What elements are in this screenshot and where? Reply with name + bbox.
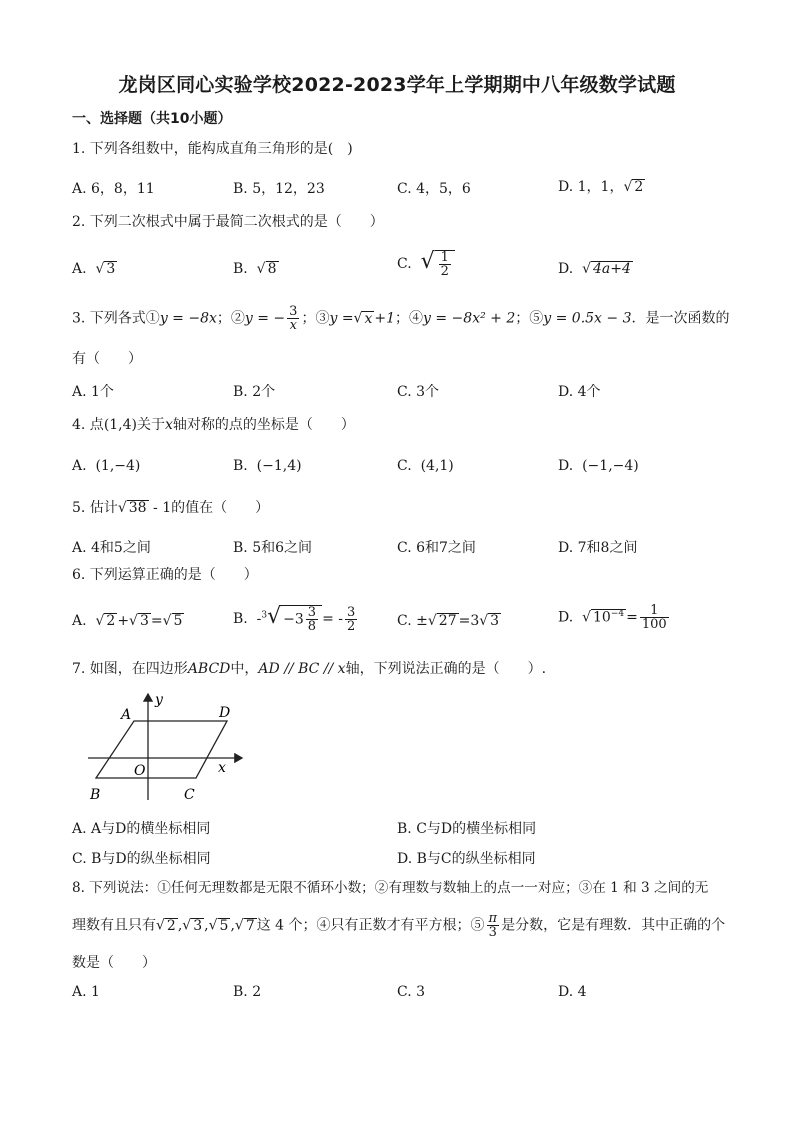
q6-b-den: 8 [307, 618, 317, 634]
q2-option-b[interactable]: B. √ 8 [233, 261, 277, 277]
q3-expr-3-left: y = [329, 310, 354, 327]
q6-b-root-index: 3 [261, 610, 268, 621]
q4-a-value: (1,−4) [95, 458, 141, 474]
q3-expr-4: y = −8x² + 2 [423, 310, 516, 327]
label-a: A [121, 707, 132, 723]
q8-pi-den: 3 [488, 925, 497, 940]
q6-a-rad-2: 3 [139, 613, 149, 629]
q2-a-radicand: 3 [106, 261, 116, 277]
label-c: C [184, 787, 195, 803]
q4-a-label: A. [72, 458, 87, 474]
q6-b-whole: −3 [283, 611, 304, 627]
q8-option-a[interactable]: A. 1 [72, 984, 100, 1000]
q3-expr-2-den: x [289, 318, 297, 333]
label-x: x [218, 760, 226, 776]
label-d: D [219, 705, 231, 721]
q7-option-a[interactable]: A. A与D的横坐标相同 [72, 821, 211, 837]
q3-option-d[interactable]: D. 4个 [558, 384, 601, 400]
q7-stem-b: 中， [230, 661, 259, 677]
q6-option-b[interactable]: B. -$^3$√ −3 $\frac{3}{8}$ = - $\frac{3}{2}$ [233, 604, 356, 634]
q4-c-label: C. [397, 458, 412, 474]
q8-rad-1: 2 [166, 917, 176, 934]
question-8-line-2: 理数有且只有√ 2 ,√ 3 ,√ 5 ,√ 7 这 4 个；④只有正数才有平方根；⑤ $\frac{\pi}{3}$ 是分数，它是有理数．其中正确的个 [72, 911, 726, 940]
question-2-stem: 2. 下列二次根式中属于最简二次根式的是（ ） [72, 214, 384, 230]
q6-c-label: C. [397, 613, 412, 629]
question-1-stem: 1. 下列各组数中，能构成直角三角形的是( ) [72, 141, 353, 157]
q6-a-label: A. [72, 613, 87, 629]
q4-d-label: D. [558, 458, 574, 474]
q2-d-radicand: 4a+4 [593, 261, 631, 277]
q4-axis: x [165, 417, 173, 433]
q6-d-num: 1 [640, 604, 669, 618]
q6-d-den: 100 [641, 617, 667, 632]
question-8-line-1: 8. 下列说法：①任何无理数都是无限不循环小数；②有理数与数轴上的点一一对应；③在 1 和 3 之间的无 [72, 880, 709, 896]
label-y: y [155, 692, 163, 708]
q7-stem-c: 轴，下列说法正确的是（ ）. [345, 661, 547, 677]
q3-option-a[interactable]: A. 1个 [72, 384, 114, 400]
q3-sep-5: ；⑤ [515, 310, 544, 327]
q2-option-a[interactable]: A. √ 3 [72, 261, 116, 277]
q3-expr-2-left: y = − [244, 310, 286, 327]
q5-option-a[interactable]: A. 4和5之间 [72, 540, 151, 556]
q4-point: (1,4) [103, 417, 138, 433]
q3-expr-5: y = 0.5x − 3 [543, 310, 632, 327]
q3-expr-3-right: +1 [374, 310, 396, 327]
q5-radicand: 38 [128, 500, 147, 516]
q4-option-a[interactable] [72, 458, 140, 474]
q6-a-plus: + [117, 613, 130, 629]
q6-option-a[interactable]: A. √ 2 +√ 3 =√ 5 [72, 613, 183, 629]
q1-option-d-text: D. 1，1， [558, 179, 624, 195]
question-8-line-3: 数是（ ） [72, 955, 156, 971]
q7-option-d[interactable]: D. B与C的纵坐标相同 [397, 851, 536, 867]
q5-stem-a: 5. 估计 [72, 500, 118, 516]
q4-d-value: (−1,−4) [582, 458, 639, 474]
q6-b-num: 3 [307, 604, 317, 620]
q6-d-label: D. [558, 609, 574, 626]
q3-expr-2-num: 3 [289, 304, 298, 319]
q8-line2-b: 这 4 个；④只有正数才有平方根；⑤ [256, 917, 485, 934]
question-7-stem [72, 662, 546, 677]
q1-option-d[interactable]: D. 1，1，√ 2 [558, 179, 644, 195]
q6-option-c[interactable]: C. ±√ 27 =3√ 3 [397, 613, 500, 629]
q2-c-label: C. [397, 256, 412, 272]
question-4-stem [72, 418, 355, 433]
q6-option-d[interactable]: D. √ $10^{-4}$ = $\frac{1}{100}$ [558, 603, 667, 632]
q6-d-base: 10 [593, 609, 611, 626]
question-3-stem: 3. 下列各式①y = −8x；②y = − $\frac{3}{x}$ ；③y =√ x +1；④y = −8x² + 2；⑤y = 0.5x − 3．是一次函数的 [72, 304, 730, 333]
q5-option-b[interactable]: B. 5和6之间 [233, 540, 313, 556]
q3-expr-1: y = −8x [159, 310, 217, 327]
q3-suffix: ．是一次函数的 [631, 310, 730, 327]
q4-option-c[interactable] [397, 458, 454, 474]
q8-option-c[interactable]: C. 3 [397, 984, 426, 1000]
q6-d-eq: = [626, 609, 638, 626]
q4-b-value: (−1,4) [256, 458, 302, 474]
q4-c-value: (4,1) [420, 458, 454, 474]
q5-stem-b: - 1的值在（ ） [148, 500, 270, 516]
q7-figure [82, 688, 252, 806]
q3-expr-3-rad: x [364, 310, 373, 327]
q3-sep-4: ；④ [395, 310, 424, 327]
label-o: O [134, 763, 146, 779]
q2-c-numerator: 1 [440, 250, 449, 265]
q3-sep-3: ；③ [301, 310, 330, 327]
q6-a-eq: = [150, 613, 163, 629]
q6-b-label: B. [233, 611, 248, 627]
q6-d-exponent: −4 [610, 608, 625, 619]
q8-rad-4: 7 [245, 917, 255, 934]
q8-line2-a: 理数有且只有 [72, 917, 156, 934]
q2-option-c[interactable]: C. √ $\frac{1}{2}$ [397, 249, 455, 278]
q2-d-label: D. [558, 261, 574, 277]
q3-sep-2: ；② [216, 310, 245, 327]
q6-b-minus: - [256, 611, 262, 627]
q1-option-b[interactable]: B. 5，12，23 [233, 181, 325, 197]
question-5-stem: 5. 估计√ 38 - 1的值在（ ） [72, 500, 270, 516]
q1-option-a[interactable]: A. 6，8，11 [72, 181, 155, 197]
q3-option-b[interactable]: B. 2个 [233, 384, 276, 400]
q7-option-b[interactable]: B. C与D的横坐标相同 [397, 821, 537, 837]
section-heading: 一、选择题（共10小题） [72, 111, 232, 127]
q8-option-b[interactable]: B. 2 [233, 984, 262, 1000]
label-b: B [90, 787, 101, 803]
q2-b-radicand: 8 [267, 261, 277, 277]
q2-b-label: B. [233, 261, 248, 277]
q7-quad-name: ABCD [187, 661, 231, 677]
q1-option-c[interactable]: C. 4，5，6 [397, 181, 471, 197]
q8-line2-c: 是分数，它是有理数．其中正确的个 [501, 917, 726, 934]
q6-c-rad: 27 [438, 613, 457, 629]
q6-c-rad-2: 3 [490, 613, 500, 629]
question-6-stem: 6. 下列运算正确的是（ ） [72, 567, 258, 583]
q4-stem-c: 轴对称的点的坐标是（ ） [172, 417, 355, 433]
page-title: 龙岗区同心实验学校2022-2023学年上学期期中八年级数学试题 [118, 74, 676, 96]
q7-relation: AD // BC // x [258, 661, 346, 677]
q4-b-label: B. [233, 458, 248, 474]
q6-a-rad-1: 2 [106, 613, 116, 629]
q2-a-label: A. [72, 261, 87, 277]
q8-rad-2: 3 [193, 917, 203, 934]
q5-option-c[interactable]: C. 6和7之间 [397, 540, 476, 556]
q7-stem-a: 7. 如图，在四边形 [72, 661, 188, 677]
q4-option-b[interactable] [233, 458, 302, 474]
q6-b-result-den: 2 [347, 618, 356, 634]
q7-option-c[interactable]: C. B与D的纵坐标相同 [72, 851, 211, 867]
q2-c-denominator: 2 [440, 264, 449, 279]
q6-a-rad-3: 5 [173, 613, 183, 629]
q8-option-d[interactable]: D. 4 [558, 984, 587, 1000]
q2-option-d[interactable]: D. √ 4a+4 [558, 261, 631, 277]
q1-d-radicand: 2 [634, 179, 644, 195]
q8-rad-3: 5 [219, 917, 229, 934]
q4-stem-a: 4. 点 [72, 417, 104, 433]
q4-stem-b: 关于 [137, 417, 166, 433]
q6-b-eq: = - [322, 611, 343, 627]
question-3-line-2: 有（ ） [72, 351, 142, 367]
q6-c-eq: =3 [458, 613, 480, 629]
q5-option-d[interactable]: D. 7和8之间 [558, 540, 638, 556]
q6-c-pm: ± [416, 613, 428, 629]
q3-prefix: 3. 下列各式① [72, 310, 160, 327]
q6-b-result-num: 3 [347, 604, 356, 620]
q4-option-d[interactable] [558, 458, 639, 474]
q3-option-c[interactable]: C. 3个 [397, 384, 440, 400]
quadrilateral-abcd [96, 721, 227, 778]
q8-pi-num: π [488, 911, 498, 926]
